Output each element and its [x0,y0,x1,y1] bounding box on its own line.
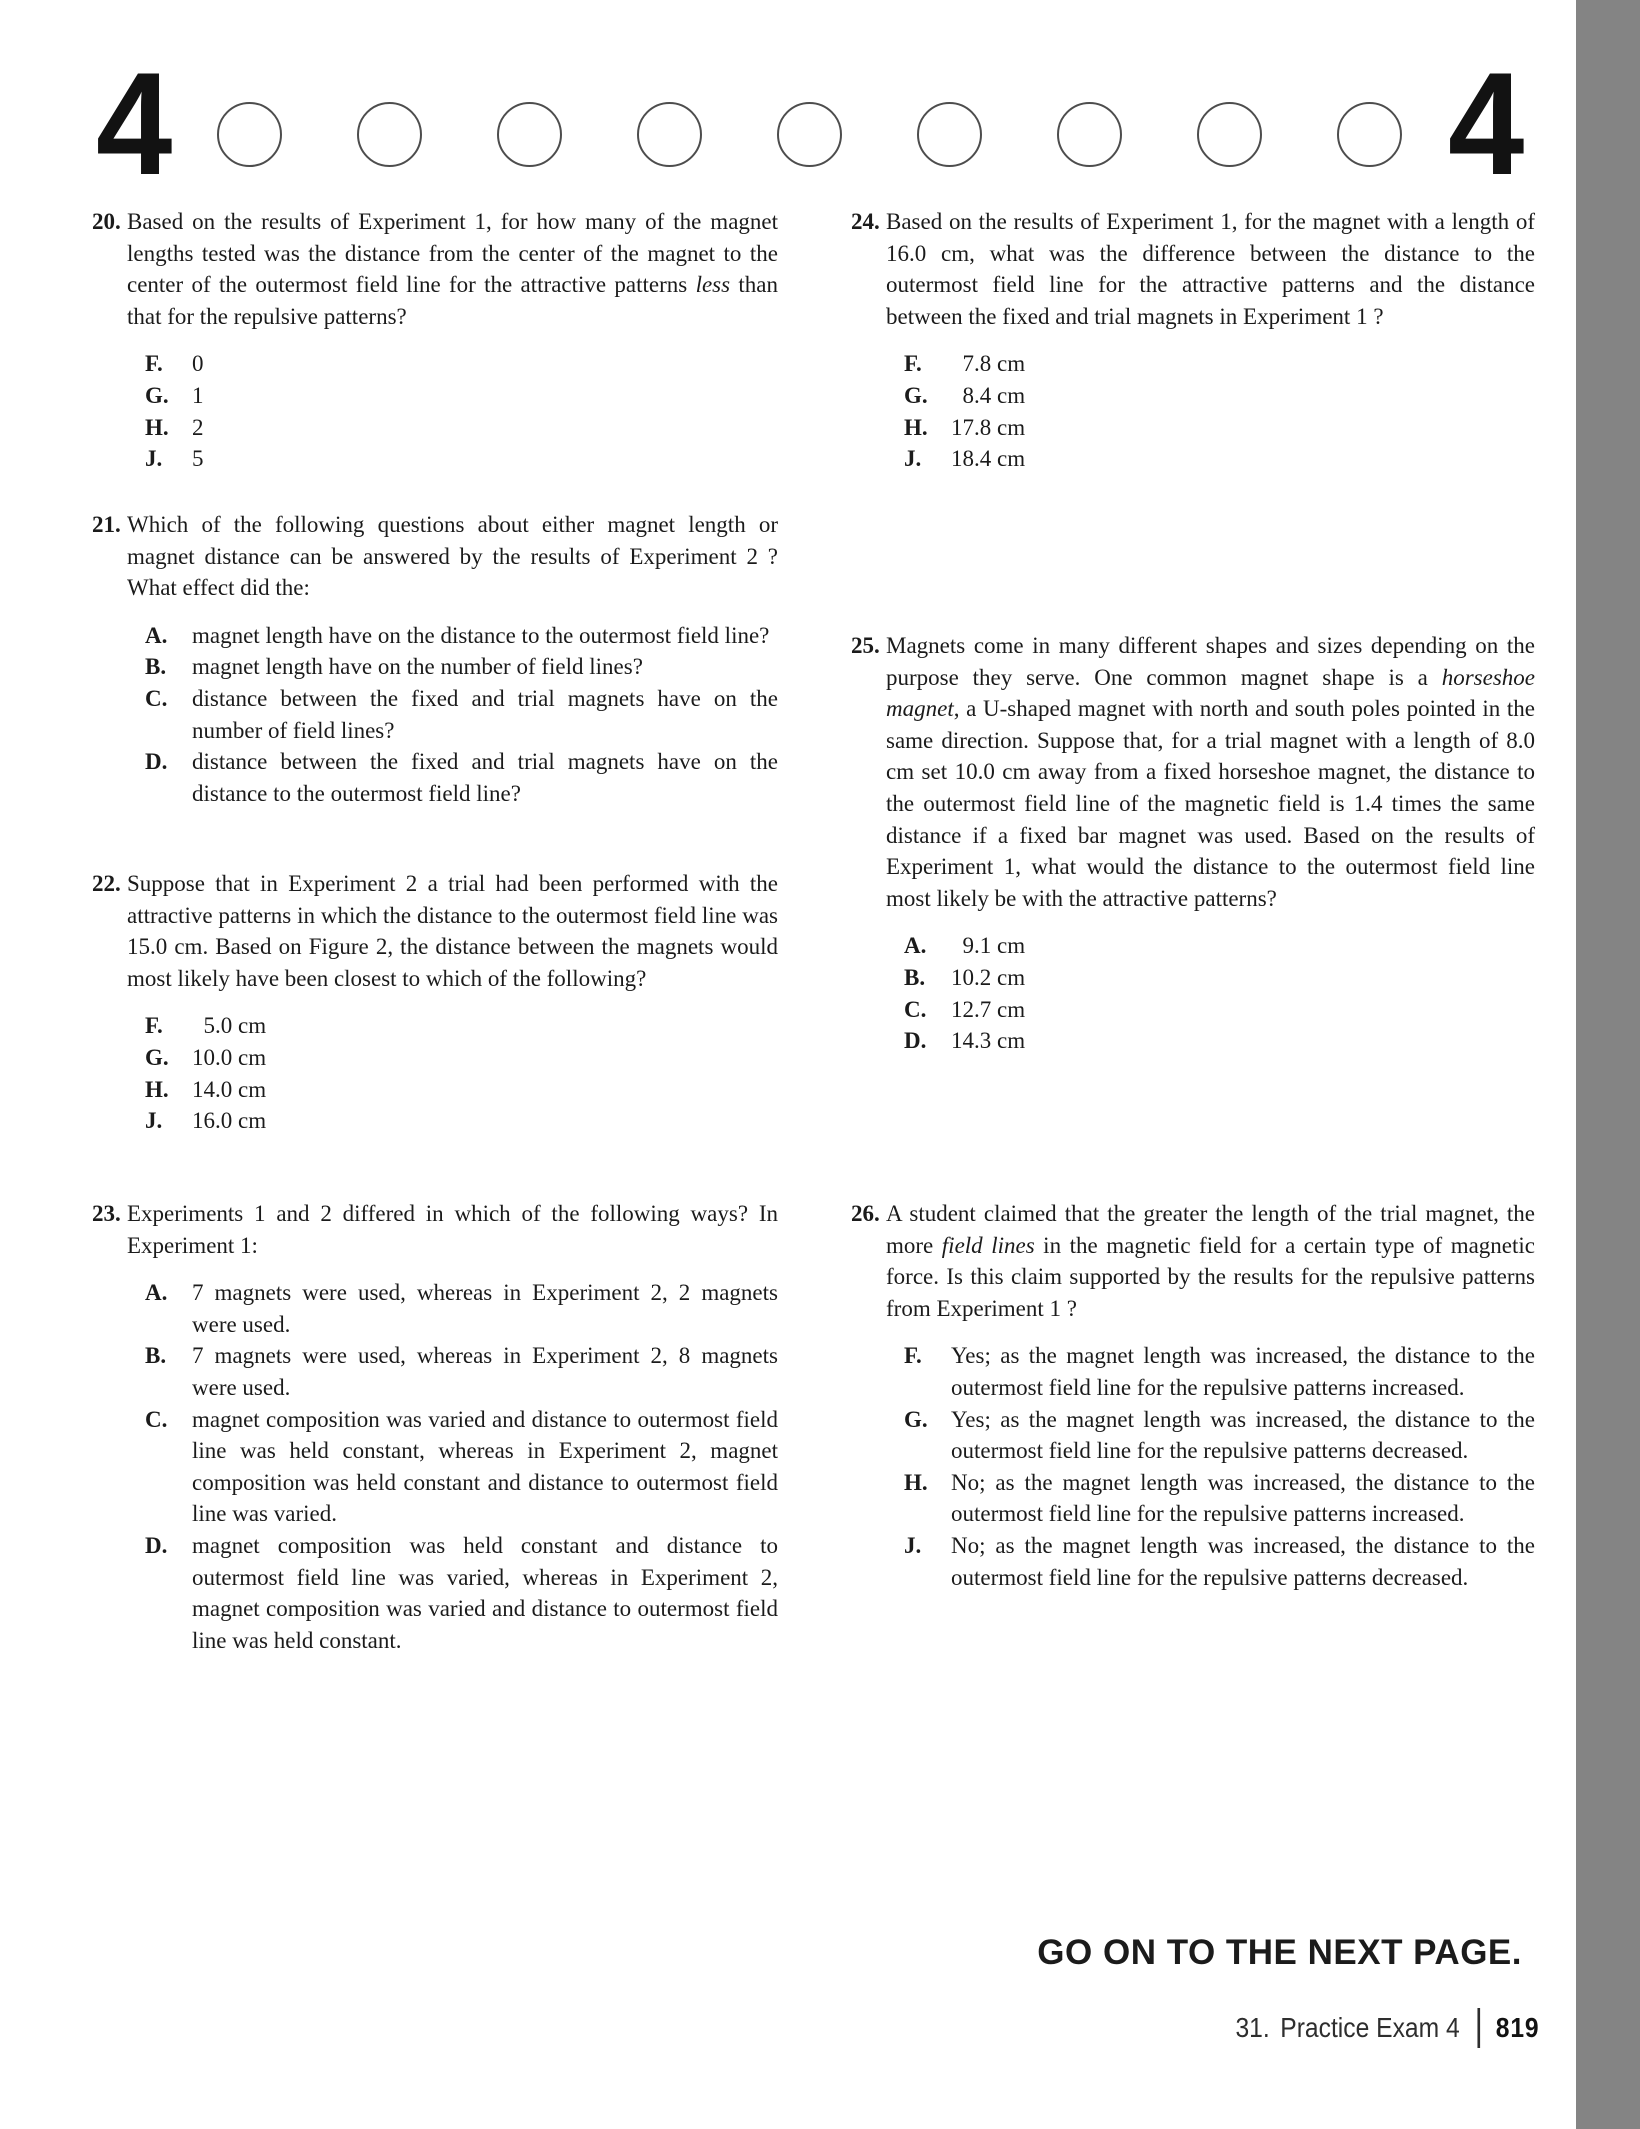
option-A [127,620,778,652]
option-text: 14.3 cm [951,1028,1026,1054]
option-J [127,443,778,475]
option-letter: G. [904,1406,928,1432]
question-prompt [127,206,778,332]
option-letter: G. [904,382,928,408]
option-B [127,651,778,683]
option-letter: J. [145,446,163,472]
footer-divider [1478,2008,1481,2048]
option-text: 16.0 cm [192,1108,267,1134]
option-G [886,1404,1541,1467]
option-text: 14.0 cm [192,1076,267,1102]
prompt-segment: Magnets come in many different shapes and sizes depending on the purpose they serve. One common magnet shape is a [886,633,1535,690]
options-list [127,620,784,810]
question-number: 21. [92,512,121,537]
header-section-number-left: 4 [96,42,169,205]
option-C [127,683,784,746]
question-body [886,1198,1541,1593]
prompt-segment: Which of the following questions about either magnet length or magnet distance can be answered by the results of Experiment 2 ? What effect did the: [127,512,778,601]
option-letter: C. [145,685,168,711]
option-text: 8.4 cm [951,382,1026,408]
options-list [127,1010,778,1136]
question-body [886,630,1535,1057]
question-26 [851,1198,1541,1593]
option-letter: F. [145,351,163,377]
option-H [127,1074,778,1106]
option-text: magnet composition was held constant and distance to outermost field line was varied, whereas in Experiment 2, magnet composition was varied and distance to outermost field line was held constant. [192,1532,784,1653]
question-body [127,509,784,809]
question-prompt [886,206,1535,332]
option-D [127,1530,784,1656]
option-letter: A. [904,933,927,959]
question-body [886,206,1535,475]
option-G [886,380,1535,412]
option-text: 1 [192,382,204,408]
option-F [127,1010,778,1042]
prompt-segment: in the magnetic field for a certain type of magnetic force. Is this claim supported by the results for the repulsive patterns from Experiment 1 ? [886,1232,1536,1321]
header-section-number-right: 4 [1448,42,1521,205]
prompt-italic-segment: field lines [941,1232,1035,1258]
option-letter: D. [145,749,168,775]
option-letter: F. [145,1013,163,1039]
options-list [886,930,1535,1056]
option-text: magnet composition was varied and distance to outermost field line was held constant, whereas in Experiment 2, magnet composition was held constant and distance to outermost field line was varied. [192,1406,784,1527]
question-22 [92,868,778,1137]
option-text: distance between the fixed and trial magnets have on the distance to the outermost field line? [192,749,784,806]
option-letter: D. [145,1532,168,1558]
option-text: 17.8 cm [951,414,1026,440]
question-number: 25. [851,633,880,658]
question-prompt [127,868,778,994]
option-text: No; as the magnet length was increased, the distance to the outermost field line for the repulsive patterns increased. [951,1469,1541,1527]
option-letter: B. [904,964,926,990]
option-F [886,348,1535,380]
options-list [127,348,778,474]
option-J [886,443,1535,475]
option-text: 7.8 cm [951,351,1026,377]
option-B [127,1340,784,1403]
option-text: 5.0 cm [192,1013,267,1039]
prompt-segment: than that for the repulsive patterns? [127,272,778,329]
option-text: 5 [192,446,204,472]
question-24 [851,206,1535,475]
option-letter: F. [904,351,922,377]
option-H [127,412,778,444]
prompt-italic-segment: less [695,272,731,298]
option-letter: H. [145,1076,169,1102]
option-G [127,380,778,412]
prompt-segment: Suppose that in Experiment 2 a trial had been performed with the attractive patterns in which the distance to the outermost field line was 15.0 cm. Based on Figure 2, the distance between the magnets would most likely have been closest to which of the following? [127,871,778,991]
option-text: magnet length have on the number of field lines? [192,654,643,680]
option-letter: A. [145,622,168,648]
options-list [886,348,1535,474]
question-number: 22. [92,871,121,896]
option-letter: D. [904,1028,927,1054]
option-H [886,1467,1541,1530]
question-20 [92,206,778,475]
page-number: 819 [1496,2012,1540,2043]
chapter-number: 31. [1235,2012,1271,2043]
prompt-segment: Based on the results of Experiment 1, for how many of the magnet lengths tested was the distance from the center of the magnet to the center of the outermost field line for the attractive patterns [127,209,778,298]
option-letter: G. [145,382,169,408]
question-body [127,1198,784,1656]
option-C [127,1404,784,1530]
prompt-segment: Based on the results of Experiment 1, for the magnet with a length of 16.0 cm, what was the difference between the distance to the outermost field line for the attractive patterns and the distance between the fixed and trial magnets in Experiment 1 ? [886,209,1535,329]
options-list [127,1277,784,1656]
question-prompt [127,1198,778,1261]
go-on-instruction: GO ON TO THE NEXT PAGE. [1037,1933,1522,1972]
option-text: 10.2 cm [951,964,1026,990]
option-letter: F. [904,1343,922,1369]
option-text: 7 magnets were used, whereas in Experiment 2, 2 magnets were used. [192,1280,784,1337]
option-D [886,1025,1535,1057]
question-21 [92,509,784,809]
option-letter: C. [145,1406,168,1432]
option-G [127,1042,778,1074]
question-number: 26. [851,1201,880,1226]
question-prompt [886,630,1535,914]
option-letter: H. [904,1469,928,1495]
option-text: magnet length have on the distance to the outermost field line? [192,622,770,648]
option-A [127,1277,784,1340]
question-body [127,206,778,475]
question-23 [92,1198,784,1656]
option-A [886,930,1535,962]
option-letter: C. [904,996,927,1022]
option-text: 9.1 cm [951,933,1026,959]
right-edge-band [1576,0,1640,2129]
option-F [127,348,778,380]
option-letter: B. [145,654,167,680]
option-text: No; as the magnet length was increased, the distance to the outermost field line for the repulsive patterns decreased. [951,1532,1541,1590]
option-B [886,962,1535,994]
option-text: 0 [192,351,204,377]
question-number: 24. [851,209,880,234]
question-body [127,868,778,1137]
option-letter: H. [145,414,169,440]
prompt-italic-segment: horseshoe magnet [886,664,1535,722]
option-text: 7 magnets were used, whereas in Experiment 2, 8 magnets were used. [192,1343,784,1400]
option-J [127,1105,778,1137]
question-column-right [851,0,1541,2129]
question-25 [851,630,1535,1057]
option-C [886,994,1535,1026]
question-prompt [127,509,778,604]
option-letter: A. [145,1280,168,1306]
option-F [886,1340,1541,1403]
footer-credit [1236,2008,1540,2048]
option-text: 10.0 cm [192,1044,267,1070]
question-column-left [92,0,784,2129]
option-text: distance between the fixed and trial magnets have on the number of field lines? [192,685,784,743]
option-text: 12.7 cm [951,996,1026,1022]
option-H [886,412,1535,444]
option-letter: H. [904,414,928,440]
prompt-segment: , a U-shaped magnet with north and south poles pointed in the same direction. Suppose that, for a trial magnet with a length of 8.0 cm set 10.0 cm away from a fixed horseshoe magnet, the distance to the outermost field line of the magnetic field is 1.4 times the same distance if a fixed bar magnet was used. Based on the results of Experiment 1, what would the distance to the outermost field line most likely be with the attractive patterns? [886,696,1535,911]
option-letter: J. [145,1108,163,1134]
option-letter: G. [145,1044,169,1070]
prompt-segment: Experiments 1 and 2 differed in which of the following ways? In Experiment 1: [127,1201,778,1258]
chapter-title: Practice Exam 4 [1280,2012,1461,2043]
option-D [127,746,784,809]
answer-bubble-5 [777,102,842,167]
options-list [886,1340,1541,1593]
option-letter: B. [145,1343,167,1369]
question-number: 20. [92,209,121,234]
option-text: Yes; as the magnet length was increased, the distance to the outermost field line for the repulsive patterns decreased. [951,1406,1541,1464]
option-letter: J. [904,1532,922,1558]
option-J [886,1530,1541,1593]
option-text: Yes; as the magnet length was increased, the distance to the outermost field line for the repulsive patterns increased. [951,1343,1541,1400]
prompt-segment: A student claimed that the greater the length of the trial magnet, the more [886,1201,1535,1258]
question-number: 23. [92,1201,121,1226]
option-text: 18.4 cm [951,446,1026,472]
option-letter: J. [904,446,922,472]
question-prompt [886,1198,1535,1324]
option-text: 2 [192,414,204,440]
